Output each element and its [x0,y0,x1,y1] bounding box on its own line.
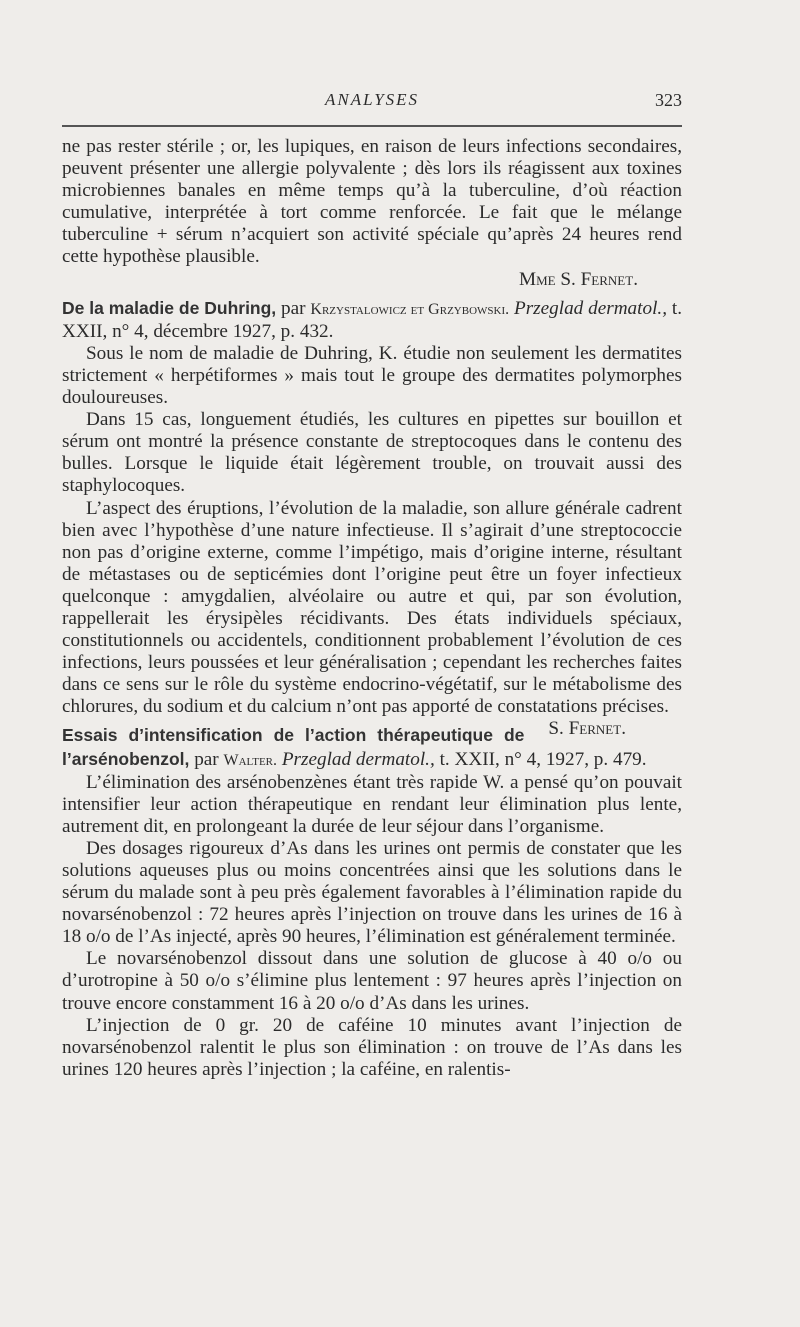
journal-reference: t. XXII, n° 4, décembre 1927, p. 432. [62,297,682,342]
paragraph: Sous le nom de maladie de Duhring, K. étudie non seulement les dermatites strictement « herpétiformes » mais tout le groupe des dermatites polymorphes douloureuses. [62,342,682,409]
article-title: De la maladie de Duhring, [62,297,277,318]
journal-name: Przeglad dermatol., [281,748,435,770]
article-heading-duhring: De la maladie de Duhring, par Krzystalowicz et Grzybowski. Przeglad dermatol., t. XXII, n° 4, décembre 1927, p. 432. [62,297,682,342]
header-rule [62,125,682,127]
paragraph-continued: ne pas rester stérile ; or, les lupiques, en raison de leurs infections secondaires, peuvent présenter une allergie polyvalente ; dès lors ils réagissent aux toxines microbiennes banales en même temps qu’à la tuberculine, d’où réaction cumulative, interprétée à tort comme renforcée. Le fait que le mélange tuberculine + sérum n’acquiert son activité spéciale qu’après 24 heures rend cette hypothèse plausible. [62,136,682,268]
paragraph: L’élimination des arsénobenzènes étant très rapide W. a pensé qu’on pouvait intensifier leur action thérapeutique en rendant leur élimination plus lente, autrement dit, en prolongeant la durée de leur séjour dans l’organisme. [62,771,682,837]
page-body [62,136,682,1081]
signature-1: Mme S. Fernet. [519,268,638,290]
signature-2: S. Fernet. [548,718,626,740]
article-author: Walter. [223,751,278,769]
article-heading-arsenobenzol: Essais d’intensification de l’action thérapeutique de l’arsénobenzol, par Walter. Przeglad dermatol., t. XXII, n° 4, 1927, p. 479. [62,725,647,770]
paragraph: Le novarsénobenzol dissout dans une solution de glucose à 40 o/o ou d’urotropine à 50 o/o s’élimine plus lentement : 97 heures après l’injection on trouve encore constamment 16 à 20 o/o d’As dans les urines. [62,948,682,1014]
paragraph: L’injection de 0 gr. 20 de caféine 10 minutes avant l’injection de novarsénobenzol ralentit le plus son élimination : on trouve de l’As dans les urines 120 heures après l’injection ; la caféine, en ralentis- [62,1014,682,1080]
page-number: 323 [655,90,682,110]
journal-reference: t. XXII, n° 4, 1927, p. 479. [439,748,647,770]
paragraph: Dans 15 cas, longuement étudiés, les cultures en pipettes sur bouillon et sérum ont montré la présence constante de streptocoques dans le contenu des bulles. Lorsque le liquide était légèrement trouble, on trouvait aussi des staphylocoques. [62,409,682,497]
article-authors: Krzystalowicz et Grzybowski. [310,300,510,318]
page-header [62,90,682,114]
article-title: Essais d’intensification de l’action thérapeutique de l’arsénobenzol, [62,725,525,769]
paragraph: Des dosages rigoureux d’As dans les urines ont permis de constater que les solutions aqueuses plus ou moins concentrées ainsi que les solutions dans le sérum du malade sont à peu près également favorables à l’élimination rapide du novarsénobenzol : 72 heures après l’injection on trouve dans les urines de 16 à 18 o/o de l’As injecté, après 90 heures, l’élimination est généralement terminée. [62,837,682,948]
journal-name: Przeglad dermatol., [513,297,667,319]
running-title: ANALYSES [324,90,420,109]
paragraph: L’aspect des éruptions, l’évolution de la maladie, son allure générale cadrent bien avec l’hypothèse d’une nature infectieuse. Il s’agirait d’une streptococcie non pas d’origine externe, comme l’impétigo, mais d’origine interne, résultant de métastases ou de septicémies dont l’origine peut être un foyer infectieux quelconque : amygdalien, alvéolaire ou autre et qui, par son évolution, rappellerait les érysipèles récidivants. Des états individuels spéciaux, constitutionnels ou accidentels, conditionnent probablement l’évolution de ces infections, leurs poussées et leur généralisation ; cependant les recherches faites dans ce sens sur le rôle du système endocrino-végétatif, sur le métabolisme des chlorures, du sodium et du calcium n’ont pas apporté de constatations précises. S. Fernet. [62,497,682,740]
